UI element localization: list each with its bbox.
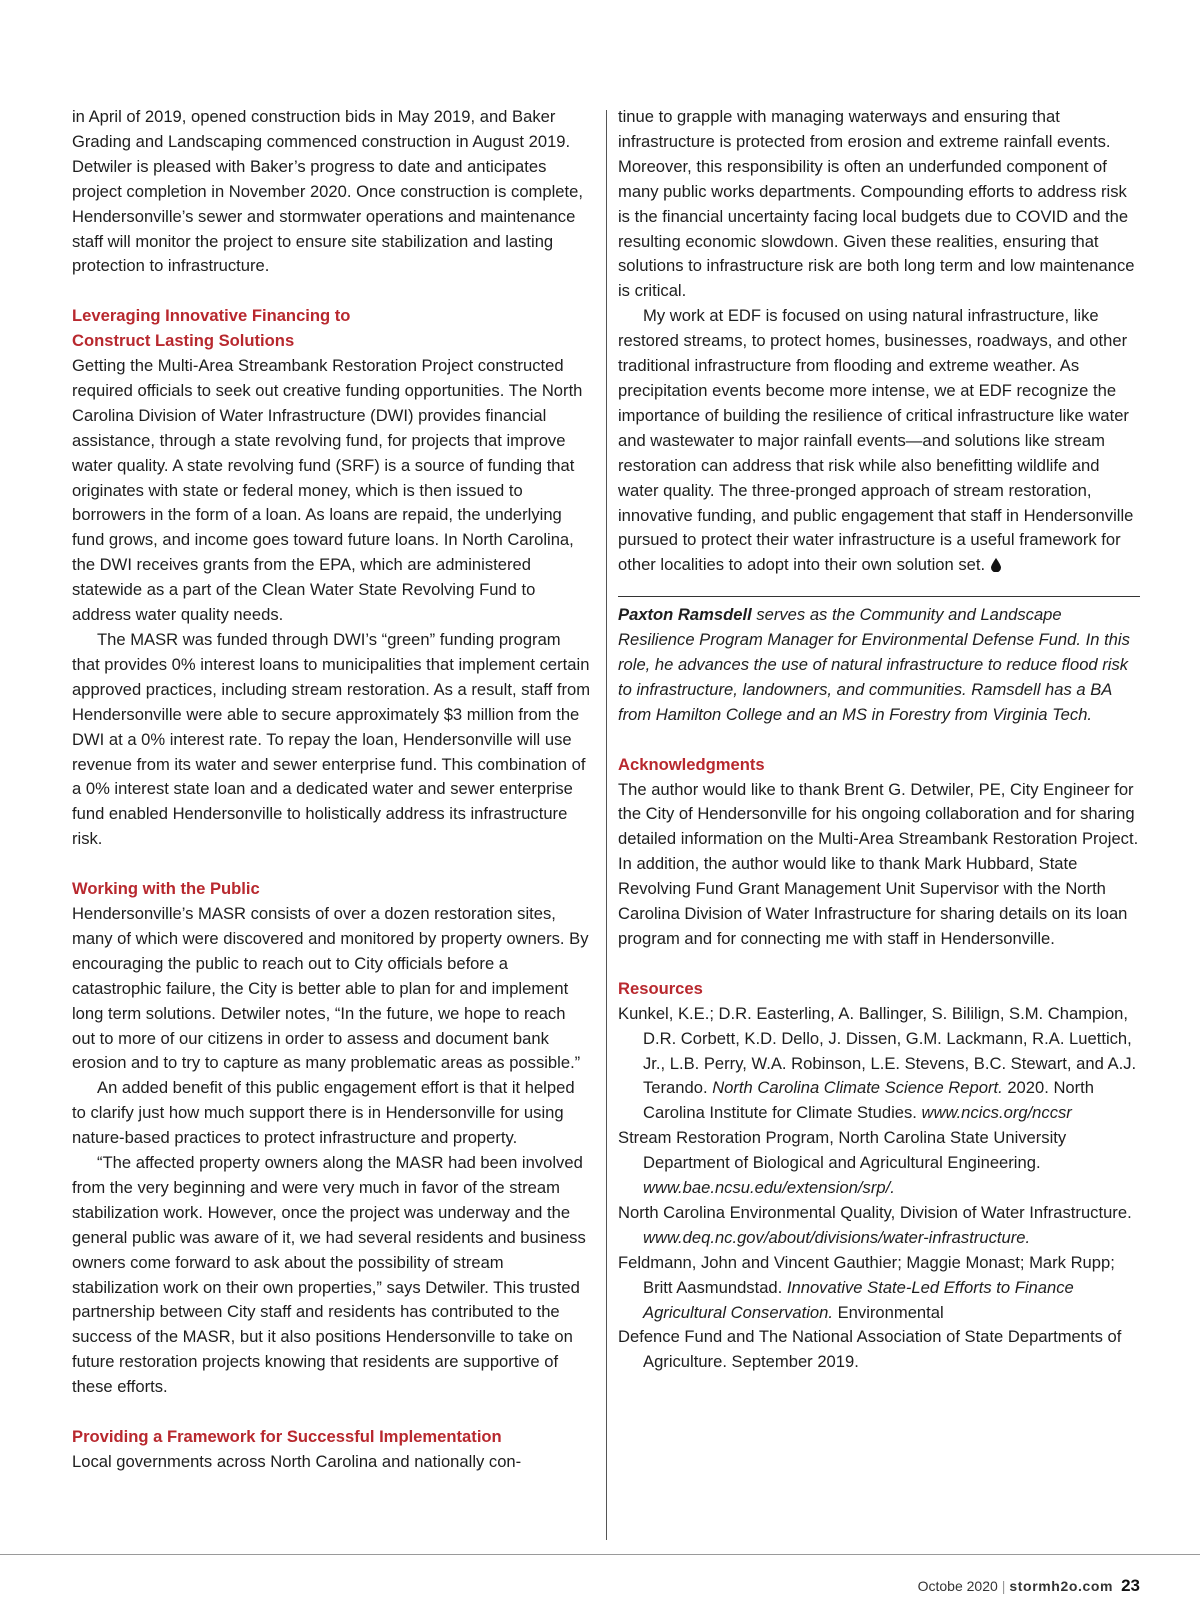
column-divider	[606, 110, 607, 1540]
section-heading-financing: Leveraging Innovative Financing to Construct Lasting Solutions	[72, 306, 351, 351]
site-url[interactable]: stormh2o.com	[1009, 1578, 1114, 1594]
paragraph: Local governments across North Carolina and nationally con-	[72, 1451, 522, 1471]
right-column	[618, 105, 1140, 1375]
section-heading-resources: Resources	[618, 978, 703, 998]
paragraph: tinue to grapple with managing waterways and ensuring that infrastructure is protected from erosion and extreme rainfall events. Moreover, this responsibility is often an underfunded component of many public works departments. Compounding efforts to address risk is the financial uncertainty facing local budgets due to COVID and the resulting economic slowdown. Given these realities, ensuring that solutions to infrastructure risk are both long term and low maintenance is critical.	[618, 107, 1135, 301]
reference-item: Feldmann, John and Vincent Gauthier; Maggie Monast; Mark Rupp; Britt Aasmundstad. Innovative State-Led Efforts to Finance Agricultural Conservation. Environmental	[618, 1252, 1115, 1322]
bio-divider	[618, 596, 1140, 597]
page-footer	[918, 1576, 1140, 1596]
section-heading-framework: Providing a Framework for Successful Implementation	[72, 1426, 502, 1446]
left-column	[72, 105, 592, 1475]
issue-date: Octobe 2020	[917, 1578, 998, 1594]
footer-separator: |	[1001, 1578, 1006, 1594]
reference-item: North Carolina Environmental Quality, Division of Water Infrastructure. www.deq.nc.gov/about/divisions/water-infrastructure.	[618, 1202, 1132, 1247]
paragraph: “The affected property owners along the MASR had been involved from the very beginning and were very much in favor of the stream stabilization work. However, once the project was underway and the general public was aware of it, we had several residents and business owners come forward to ask about the possibility of stream stabilization work on their own properties,” says Detwiler. This trusted partnership between City staff and residents has contributed to the success of the MASR, but it also positions Hendersonville to take on future restoration projects knowing that residents are supportive of these efforts.	[72, 1153, 586, 1397]
reference-item: Stream Restoration Program, North Carolina State University Department of Biological and Agricultural Engineering. www.bae.ncsu.edu/extension/srp/.	[618, 1128, 1067, 1198]
reference-item-continued: Defence Fund and The National Association of State Departments of Agriculture. September 2019.	[618, 1327, 1122, 1372]
paragraph: My work at EDF is focused on using natural infrastructure, like restored streams, to protect homes, businesses, roadways, and other traditional infrastructure from flooding and extreme weather. As precipitation events become more intense, we at EDF recognize the importance of building the resilience of critical infrastructure like water and wastewater to major rainfall events—and solutions like stream restoration can address that risk while also benefitting wildlife and water quality. The three-pronged approach of stream restoration, innovative funding, and public engagement that staff in Hendersonville pursued to protect their water infrastructure is a useful framework for other localities to adopt into their own solution set.	[618, 306, 1134, 575]
paragraph: An added benefit of this public engagement effort is that it helped to clarify just how much support there is in Hendersonville for using nature-based practices to protect infrastructure and property.	[72, 1078, 575, 1148]
reference-link[interactable]: www.ncics.org/nccsr	[921, 1103, 1072, 1123]
author-name: Paxton Ramsdell	[618, 605, 752, 625]
footer-divider	[0, 1554, 1200, 1555]
page-number: 23	[1121, 1576, 1140, 1595]
paragraph: The MASR was funded through DWI’s “green” funding program that provides 0% interest loans to municipalities that implement certain approved practices, including stream restoration. As a result, staff from Hendersonville were able to secure approximately $3 million from the DWI at a 0% interest rate. To repay the loan, Hendersonville will use revenue from its water and sewer enterprise fund. This combination of a 0% interest state loan and a dedicated water and sewer enterprise fund enabled Hendersonville to holistically address its infrastructure risk.	[72, 630, 591, 849]
author-bio: Paxton Ramsdell serves as the Community and Landscape Resilience Program Manager for Environmental Defense Fund. In this role, he advances the use of natural infrastructure to reduce flood risk to infrastructure, landowners, and communities. Ramsdell has a BA from Hamilton College and an MS in Forestry from Virginia Tech.	[618, 605, 1130, 724]
paragraph: Getting the Multi-Area Streambank Restoration Project constructed required officials to seek out creative funding opportunities. The North Carolina Division of Water Infrastructure (DWI) provides financial assistance, through a state revolving fund, for projects that improve water quality. A state revolving fund (SRF) is a source of funding that originates with state or federal money, which is then issued to borrowers in the form of a loan. As loans are repaid, the underlying fund grows, and income goes toward future loans. In North Carolina, the DWI receives grants from the EPA, which are administered statewide as a part of the Clean Water State Revolving Fund to address water quality needs.	[72, 356, 583, 625]
paragraph: in April of 2019, opened construction bids in May 2019, and Baker Grading and Landscaping commenced construction in August 2019. Detwiler is pleased with Baker’s progress to date and anticipates project completion in November 2020. Once construction is complete, Hendersonville’s sewer and stormwater operations and maintenance staff will monitor the project to ensure site stabilization and lasting protection to infrastructure.	[72, 107, 583, 276]
reference-link[interactable]: www.bae.ncsu.edu/extension/srp/.	[643, 1178, 895, 1198]
water-drop-icon	[991, 558, 1001, 572]
section-heading-public: Working with the Public	[72, 879, 260, 899]
paragraph: Hendersonville’s MASR consists of over a dozen restoration sites, many of which were discovered and monitored by property owners. By encouraging the public to reach out to City officials before a catastrophic failure, the City is better able to plan for and implement long term solutions. Detwiler notes, “In the future, we hope to reach out to more of our citizens in order to assess and document bank erosion and to try to capture as many problematic areas as possible.”	[72, 903, 589, 1073]
section-heading-acknowledgments: Acknowledgments	[618, 754, 765, 774]
paragraph: The author would like to thank Brent G. Detwiler, PE, City Engineer for the City of Hendersonville for his ongoing collaboration and for sharing detailed information on the Multi-Area Streambank Restoration Project. In addition, the author would like to thank Mark Hubbard, State Revolving Fund Grant Management Unit Supervisor with the North Carolina Division of Water Infrastructure for sharing details on its loan program and for connecting me with staff in Hendersonville.	[618, 779, 1139, 948]
reference-item: Kunkel, K.E.; D.R. Easterling, A. Ballinger, S. Bililign, S.M. Champion, D.R. Corbett, K.D. Dello, J. Dissen, G.M. Lackmann, R.A. Luettich, Jr., L.B. Perry, W.A. Robinson, L.E. Stevens, B.C. Stewart, and A.J. Terando. North Carolina Climate Science Report. 2020. North Carolina Institute for Climate Studies. www.ncics.org/nccsr	[618, 1003, 1137, 1123]
reference-link[interactable]: www.deq.nc.gov/about/divisions/water-infrastructure.	[643, 1227, 1031, 1247]
